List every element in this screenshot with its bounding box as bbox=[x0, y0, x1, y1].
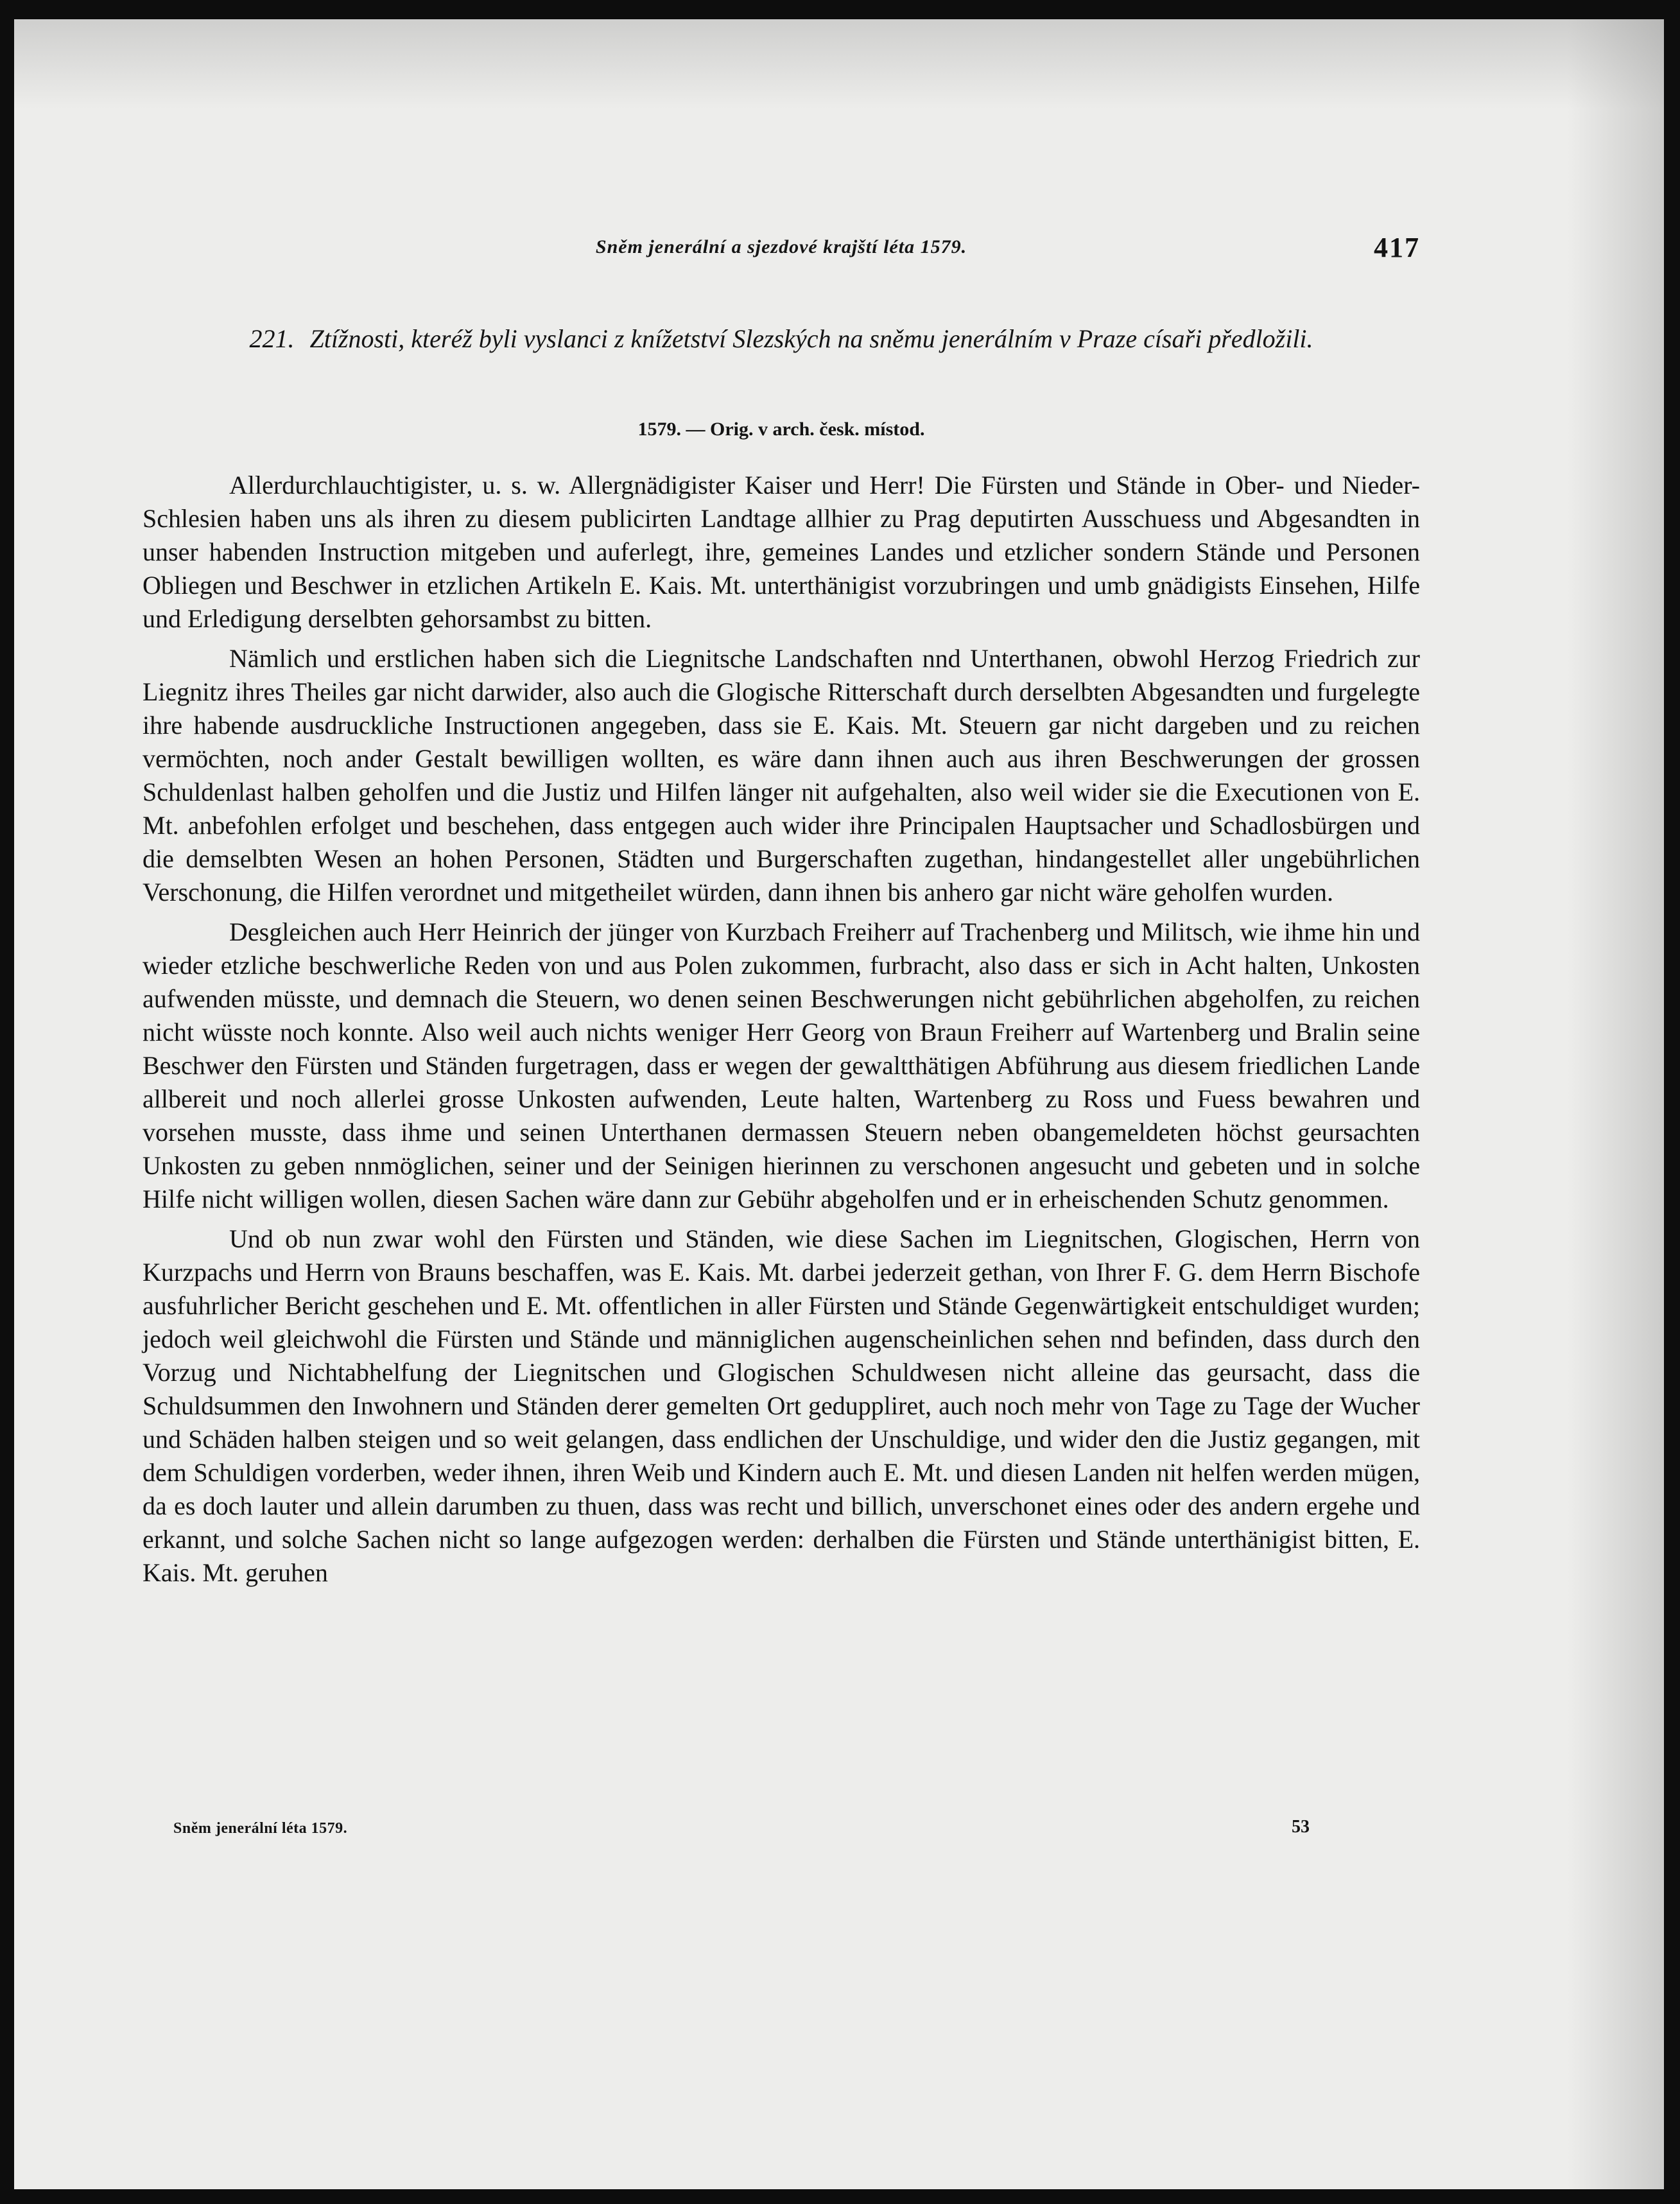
footer-sheet-number: 53 bbox=[1292, 1817, 1310, 1837]
paragraph: Und ob nun zwar wohl den Fürsten und Ständen, wie diese Sachen im Liegnitschen, Glogischen, Herrn von Kurzpachs und Herrn von Brauns beschaffen, was E. Kais. Mt. darbei jederzeit gethan, von Ihrer F. G. dem Herrn Bischofe ausfuhrlicher Bericht geschehen und E. Mt. offentlichen in aller Fürsten und Stände Gegenwärtigkeit entschuldiget wurden; jedoch weil gleichwohl die Fürsten und Stände und männiglichen augenscheinlichen sehen nnd befinden, dass durch den Vorzug und Nichtabhelfung der Liegnitschen und Glogischen Schuldwesen nicht alleine das geursacht, dass die Schuldsummen den Inwohnern und Ständen derer gemelten Ort geduppliret, auch noch mehr von Tage zu Tage der Wucher und Schäden halben steigen und so weit gelangen, dass endlichen der Unschuldige, und wider den die Justiz gegangen, mit dem Schuldigen vorderben, weder ihnen, ihren Weib und Kindern auch E. Mt. und diesen Landen nit helfen werden mügen, da es doch lauter und allein darumben zu thuen, dass was recht und billich, unverschonet eines oder des andern ergehe und erkannt, und solche Sachen nicht so lange aufgezogen werden: derhalben die Fürsten und Stände unterthänigist bitten, E. Kais. Mt. geruhen bbox=[143, 1224, 1420, 1587]
paragraph: Desgleichen auch Herr Heinrich der jünger von Kurzbach Freiherr auf Trachenberg und Militsch, wie ihme hin und wieder etzliche beschwerliche Reden von und aus Polen zukommen, furbracht, also dass er sich in Acht halten, Unkosten aufwenden müsste, und demnach die Steuern, wo denen seinen Beschwerungen nicht gebührlichen abgeholfen, zu reichen nicht wüsste noch konnte. Also weil auch nichts weniger Herr Georg von Braun Freiherr auf Wartenberg und Bralin seine Beschwer den Fürsten und Ständen furgetragen, dass er wegen der gewaltthätigen Abführung aus diesem friedlichen Lande allbereit und noch allerlei grosse Unkosten aufwenden, Leute halten, Wartenberg zu Ross und Fuess bewahren und vorsehen musste, dass ihme und seinen Unterthanen dermassen Steuern neben obangemeldeten höchst geursachten Unkosten zu geben nnmöglichen, seiner und der Seinigen hierinnen zu verschonen angesucht und gebeten und in solche Hilfe nicht willigen wollen, diesen Sachen wäre dann zur Gebühr abgeholfen und er in erheischenden Schutz genommen. bbox=[143, 917, 1420, 1213]
paragraph: Nämlich und erstlichen haben sich die Liegnitsche Landschaften nnd Unterthanen, obwohl Herzog Friedrich zur Liegnitz ihres Theiles gar nicht darwider, also auch die Glogische Ritterschaft durch derselbten Abgesandten und furgelegte ihre habende ausdruckliche Instructionen angegeben, dass sie E. Kais. Mt. Steuern gar nicht dargeben und zu reichen vermöchten, noch ander Gestalt bewilligen wollten, es wäre dann ihnen auch aus ihren Beschwerungen der grossen Schuldenlast halben geholfen und die Justiz und Hilfen länger nit aufgehalten, also weil wider sie die Executionen von E. Mt. anbefohlen erfolget und beschehen, dass entgegen auch wider ihre Principalen Hauptsacher und Schadlosbürgen und die demselbten Wesen an hohen Personen, Städten und Burgerschaften zugethan, hindangestellet aller ungebührlichen Verschonung, die Hilfen verordnet und mitgetheilet würden, dann ihnen bis anhero gar nicht wäre geholfen wurden. bbox=[143, 644, 1420, 907]
running-head bbox=[143, 231, 1420, 270]
document-title: Ztížnosti, kteréž byli vyslanci z knížetství Slezských na sněmu jenerálním v Praze císaři předložili. bbox=[309, 324, 1313, 353]
document-body bbox=[143, 469, 1420, 1596]
document-heading bbox=[143, 321, 1420, 357]
document-number: 221. bbox=[249, 324, 295, 353]
page-number: 417 bbox=[1374, 232, 1420, 263]
running-title: Sněm jenerální a sjezdové krajští léta 1579. bbox=[595, 236, 967, 257]
paragraph: Allerdurchlauchtigister, u. s. w. Allergnädigister Kaiser und Herr! Die Fürsten und Stände in Ober- und Nieder-Schlesien haben uns als ihren zu diesem publicirten Landtage allhier zu Prag deputirten Ausschuess und Abgesandten in unser habenden Instruction mitgeben und auferlegt, ihre, gemeines Landes und etzlicher sondern Stände und Personen Obliegen und Beschwer in etzlichen Artikeln E. Kais. Mt. unterthänigist vorzubringen und umb gnädigists Einsehen, Hilfe und Erledigung derselbten gehorsambst zu bitten. bbox=[143, 471, 1420, 633]
source-note: 1579. — Orig. v arch. česk. místod. bbox=[637, 419, 925, 440]
footer-signature: Sněm jenerální léta 1579. bbox=[173, 1820, 348, 1837]
scanned-page bbox=[14, 19, 1664, 2189]
